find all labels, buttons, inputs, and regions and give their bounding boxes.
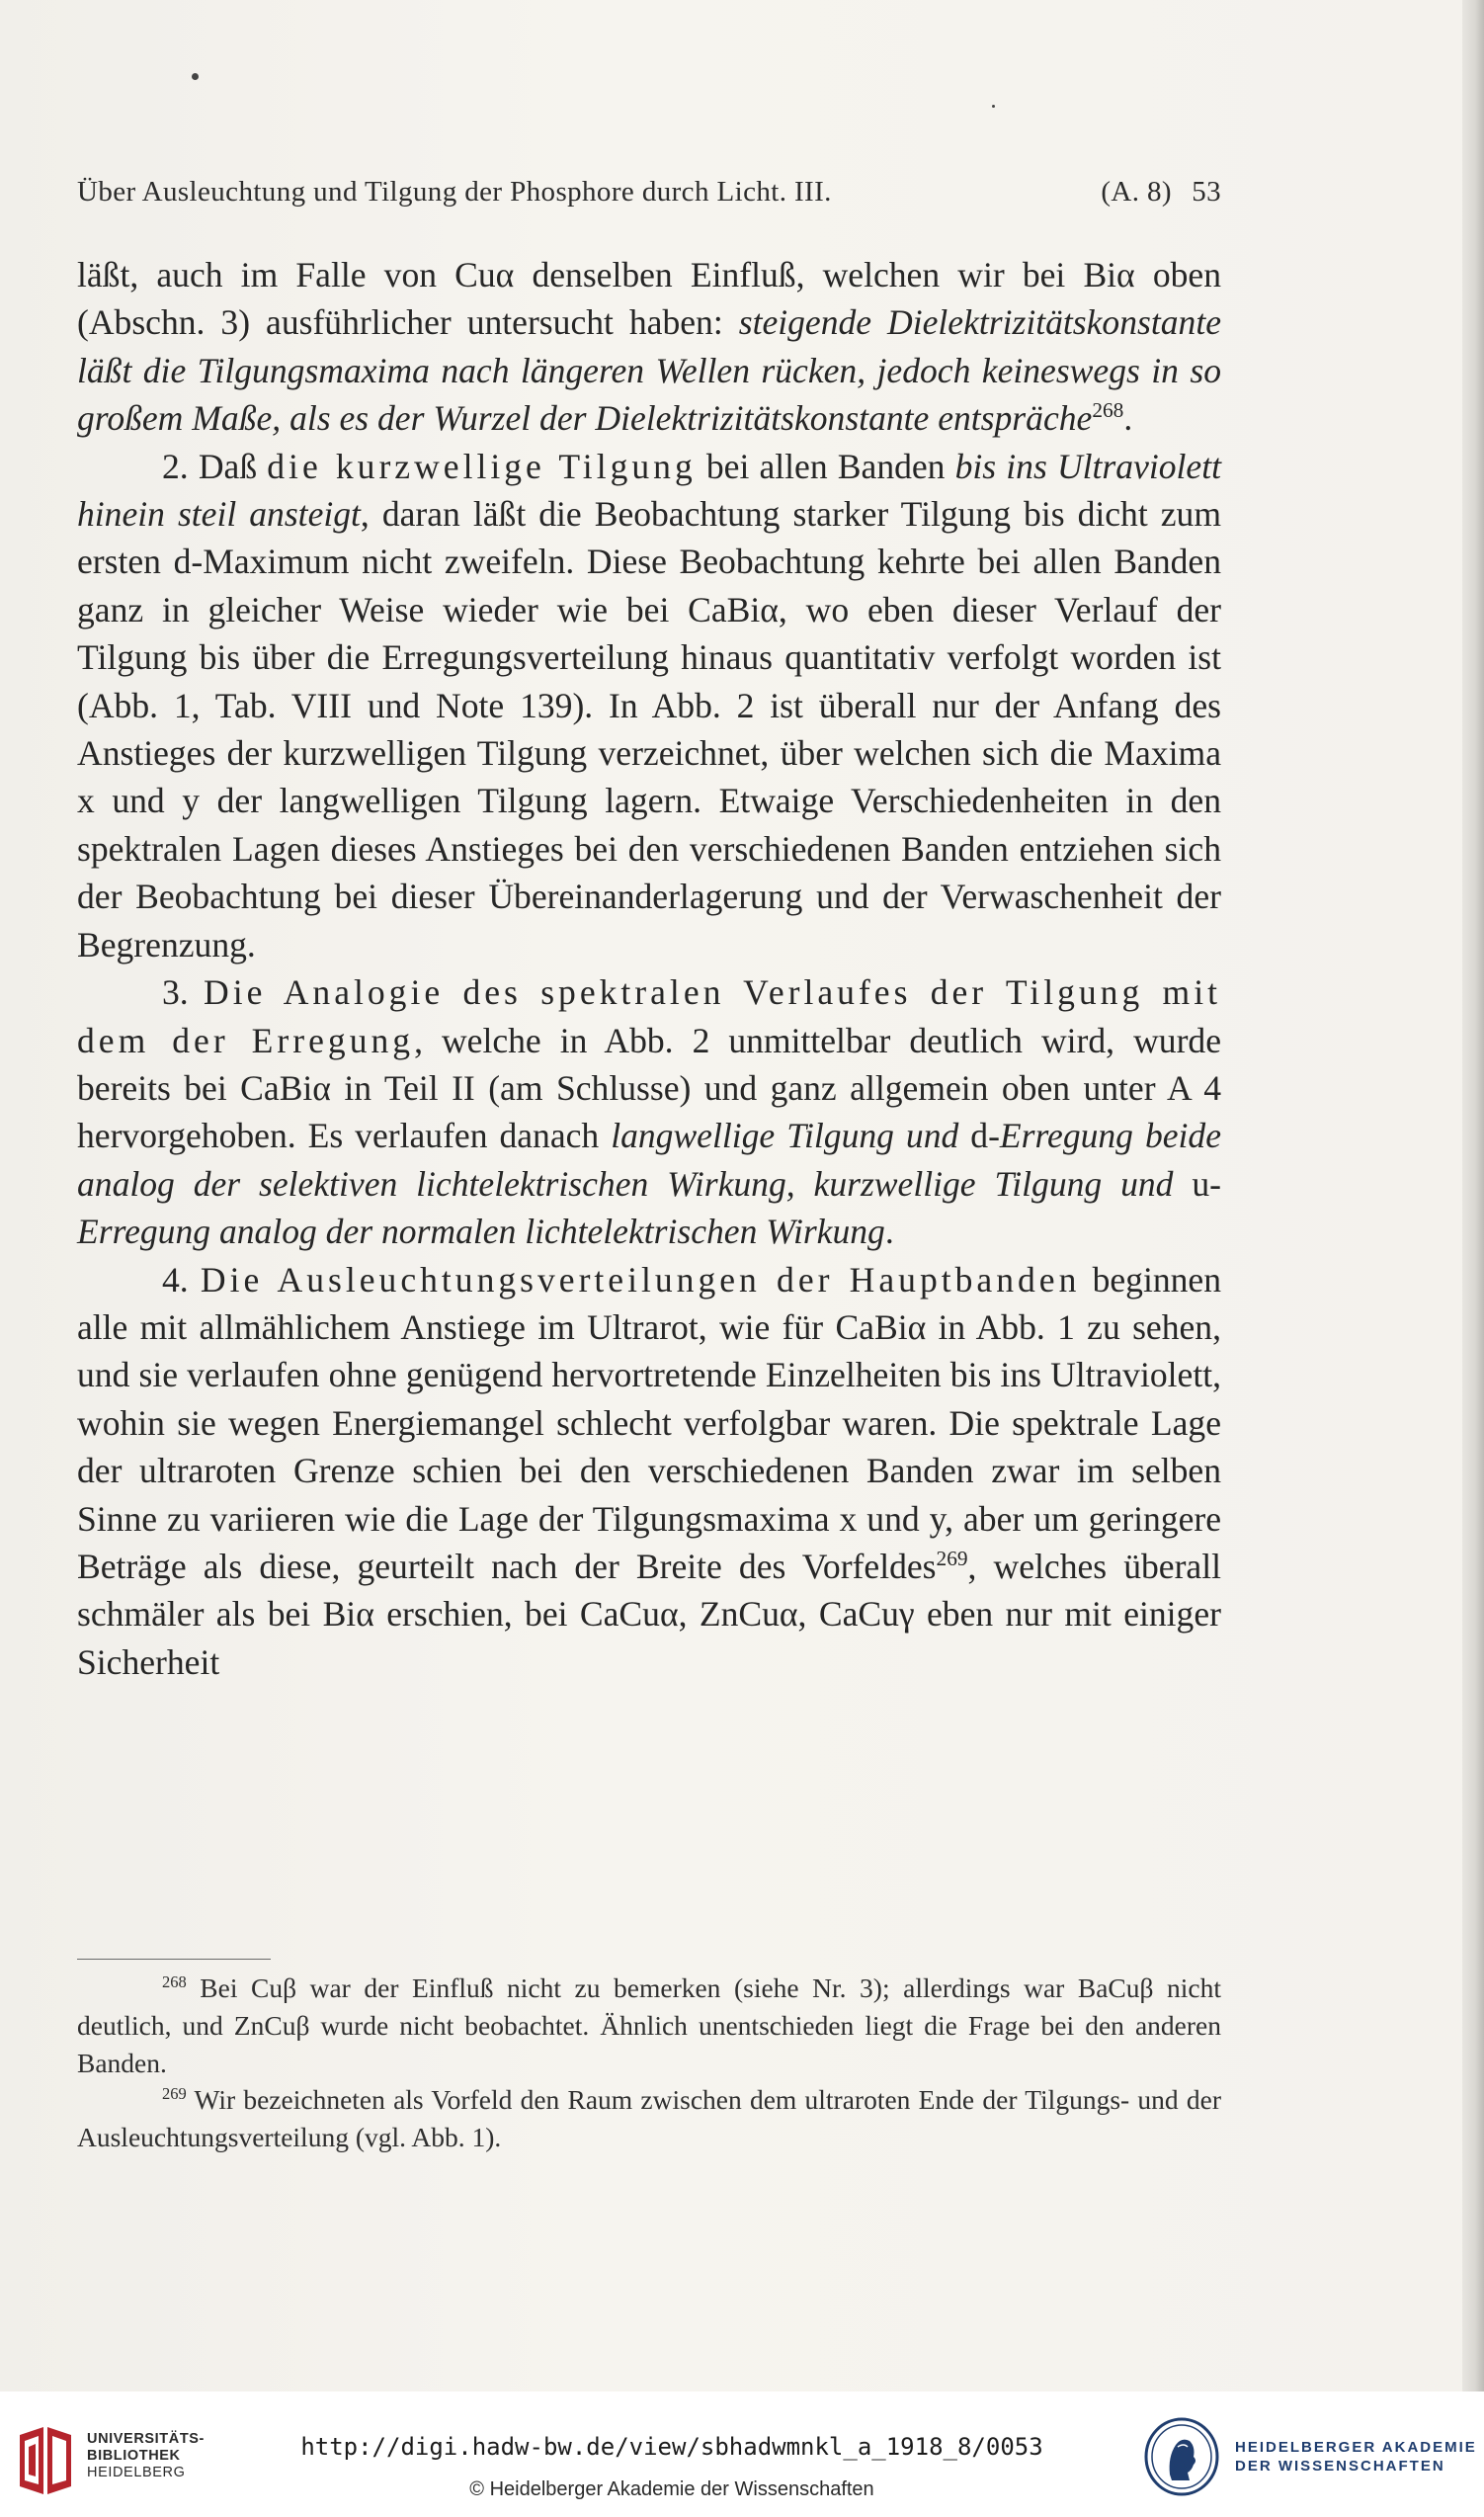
paragraph-2: 2. Daß die kurzwellige Tilgung bei allen Banden bis ins Ultraviolett hinein steil ansteigt, daran läßt die Beobachtung starker Tilgung bis dicht zum ersten d-Maximum nicht zweifeln. Diese Beobachtung kehrte bei allen Banden ganz in gleicher Weise wieder wie bei CaBiα, wo eben dieser Verlauf der Tilgung bis über die Erregungsverteilung hinaus quantitativ verfolgt worden ist (Abb. 1, Tab. VIII und Note 139). In Abb. 2 ist überall nur der Anfang des Anstieges der kurzwelligen Tilgung verzeichnet, über welchen sich die Maxima x und y der langwelligen Tilgung lagern. Etwaige Verschiedenheiten in den spektralen Lagen dieses Anstieges bei den verschiedenen Banden entziehen sich der Beobachtung bei dieser Übereinanderlagerung und der Verwaschenheit der Begrenzung. (77, 446, 1222, 965)
library-name-line: BIBLIOTHEK (87, 2448, 181, 2464)
footnote-mark: 268 (162, 1972, 187, 1991)
italic-passage: -Erregung analog der normalen lichtelektrischen Wirkung (77, 1163, 1221, 1252)
footnote-mark: 269 (162, 2084, 187, 2104)
library-name[interactable] (87, 2431, 205, 2481)
italic-passage: -Erregung beide analog der selektiven lichtelektrischen Wirkung, kurzwellige Tilgung und (77, 1116, 1222, 1204)
italic-passage: langwellige Tilgung und (611, 1116, 971, 1156)
spaced-emphasis: Die Analogie des spektralen Verlaufes der Tilgung mit dem der Erregung (77, 972, 1221, 1060)
paragraph-3: 3. Die Analogie des spektralen Verlaufes der Tilgung mit dem der Erregung, welche in Abb. 2 unmittelbar deutlich wird, wurde bereits bei CaBiα in Teil II (am Schlusse) und ganz allgemein oben unter A 4 hervorgehoben. Es verlaufen danach langwellige Tilgung und d-Erregung beide analog der selektiven lichtelektrischen Wirkung, kurzwellige Tilgung und u-Erregung analog der normalen lichtelektrischen Wirkung. (77, 972, 1222, 1252)
paragraph-continuation: läßt, auch im Falle von Cuα denselben Einfluß, welchen wir bei Biα oben (Abschn. 3) ausführlicher untersucht haben: steigende Dielektrizitätskonstante läßt die Tilgungsmaxima nach längeren Wellen rücken, jedoch keineswegs in so großem Maße, als es der Wurzel der Dielektrizitätskonstante entspräche$^{268}$. (77, 255, 1221, 439)
academy-name-line: DER WISSENSCHAFTEN (1235, 2458, 1445, 2475)
footnote-ref-269[interactable]: 269 (936, 1547, 968, 1571)
academy-portrait-seal-icon[interactable] (1144, 2417, 1219, 2496)
spaced-emphasis: Die Ausleuchtungsverteilungen der Hauptbanden (200, 1259, 1081, 1300)
footnotes (77, 1970, 1221, 2156)
italic-passage: steigende Dielektrizitätskonstante läßt die Tilgungsmaxima nach längeren Wellen rücken, jedoch keineswegs in so großem Maße, als es der Wurzel der Dielektrizitätskonstante entspräche (77, 302, 1221, 439)
ink-speck (192, 73, 199, 80)
academy-name[interactable] (1235, 2438, 1477, 2475)
library-name-line: HEIDELBERG (87, 2465, 186, 2480)
page-number: 53 (1192, 176, 1221, 208)
permalink-url[interactable]: http://digi.hadw-bw.de/view/sbhadwmnkl_a_1918_8/0053 (300, 2433, 1043, 2461)
paragraph-4: 4. Die Ausleuchtungsverteilungen der Hauptbanden beginnen alle mit allmählichem Anstiege im Ultrarot, wie für CaBiα in Abb. 1 zu sehen, und sie verlaufen ohne genügend hervortretende Einzelheiten bis ins Ultraviolett, wohin sie wegen Energiemangel schlecht verfolgbar waren. Die spektrale Lage der ultraroten Grenze schien bei den verschiedenen Banden zwar im selben Sinne zu variieren wie die Lage der Tilgungsmaxima x und y, aber um geringere Beträge als diese, geurteilt nach der Breite des Vorfeldes$^{269}$, welches überall schmäler als bei Biα erschien, bei CaCuα, ZnCuα, CaCuγ eben nur mit einiger Sicherheit (77, 1259, 1222, 1682)
spaced-emphasis: die kurzwellige Tilgung (267, 446, 697, 486)
copyright-notice: © Heidelberger Akademie der Wissenschaften (469, 2478, 874, 2500)
running-head-ref: (A. 8) (1101, 176, 1172, 208)
footnote-268: $^{268}$ Bei Cuβ war der Einfluß nicht zu bemerken (siehe Nr. 3); allerdings war BaCuβ nicht deutlich, und ZnCuβ wurde nicht beobachtet. Ähnlich unentschieden liegt die Frage bei den anderen Banden. (77, 1972, 1221, 2078)
book-spine-shadow (1462, 0, 1484, 2391)
body-text (77, 251, 1221, 1686)
italic-passage: bis ins Ultraviolett hinein steil ansteigt (77, 446, 1221, 535)
academy-name-line: HEIDELBERGER AKADEMIE (1235, 2439, 1477, 2456)
footnote-269: $^{269}$ Wir bezeichneten als Vorfeld den Raum zwischen dem ultraroten Ende der Tilgungs- und der Ausleuchtungsverteilung (vgl. Abb. 1). (77, 2084, 1221, 2153)
footnote-rule (77, 1959, 271, 1960)
ink-speck (992, 105, 995, 108)
running-head-title: Über Ausleuchtung und Tilgung der Phosphore durch Licht. III. (77, 176, 832, 208)
library-name-line: UNIVERSITÄTS- (87, 2431, 205, 2447)
footnote-ref-268[interactable]: 268 (1092, 398, 1124, 423)
university-library-emblem-icon[interactable] (14, 2425, 77, 2496)
